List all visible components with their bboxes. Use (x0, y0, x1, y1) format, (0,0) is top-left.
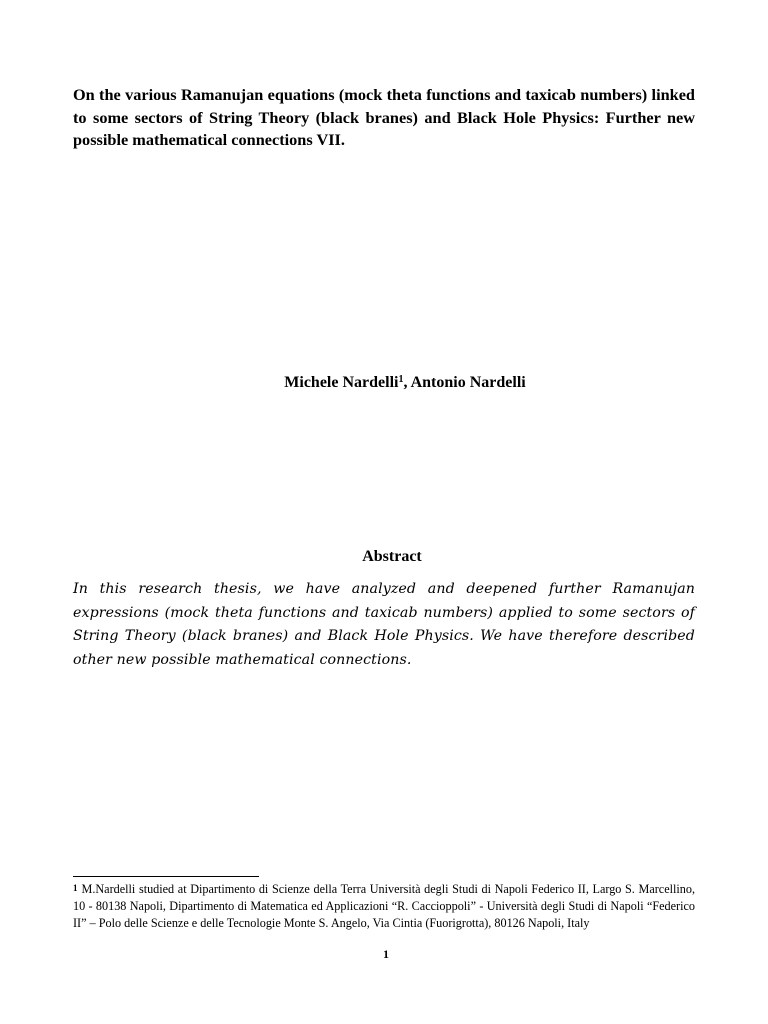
author-line (0, 372, 768, 394)
page-number: 1 (383, 947, 389, 961)
author-first: Michele Nardelli (284, 374, 399, 391)
author-footnote-marker[interactable]: 1 (398, 374, 404, 385)
abstract-heading: Abstract (362, 548, 422, 565)
author-separator: , (403, 374, 411, 391)
paper-title: On the various Ramanujan equations (mock theta functions and taxicab numbers) linked to some sectors of String Theory (black branes) and Black Hole Physics: Further new possible mathematical connections VII. (73, 85, 695, 149)
author-second: Antonio Nardelli (410, 374, 526, 391)
footnote (73, 881, 695, 932)
footnote-divider (73, 876, 259, 877)
footnote-marker: 1 (73, 883, 78, 893)
footnote-text: M.Nardelli studied at Dipartimento di Scienze della Terra Università degli Studi di Napoli Federico II, Largo S. Marcellino, 10 - 80138 Napoli, Dipartimento di Matematica ed Applicazioni “R. Caccioppoli” - Università degli Studi di Napoli “Federico II” – Polo delle Scienze e delle Tecnologie Monte S. Angelo, Via Cintia (Fuorigrotta), 80126 Napoli, Italy (73, 882, 695, 930)
abstract-body: In this research thesis, we have analyzed and deepened further Ramanujan expressions (mock theta functions and taxicab numbers) applied to some sectors of String Theory (black branes) and Black Hole Physics. We have therefore described other new possible mathematical connections. (73, 581, 695, 668)
